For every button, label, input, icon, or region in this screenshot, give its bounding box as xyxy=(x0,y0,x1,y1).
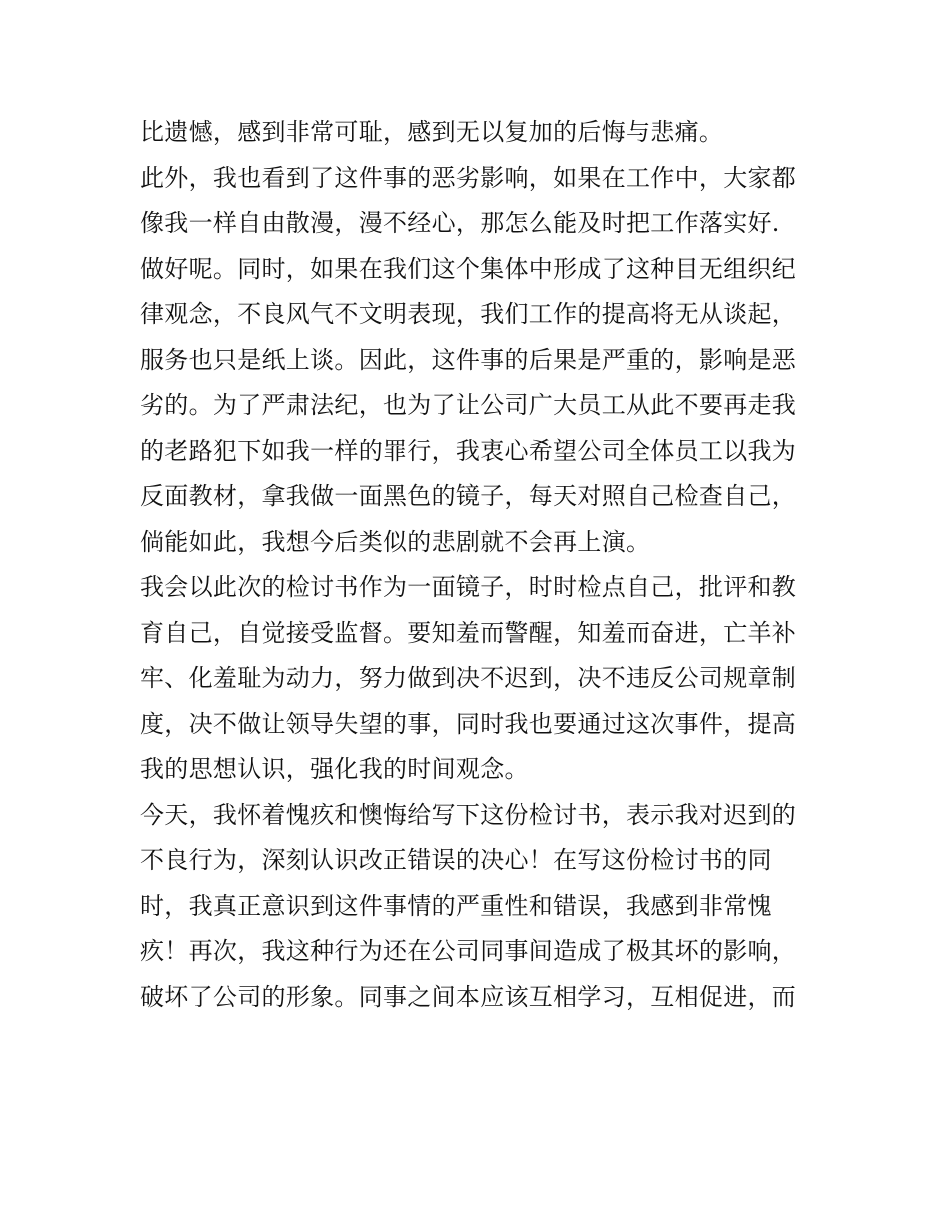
text-line: 时，我真正意识到这件事情的严重性和错误，我感到非常愧 xyxy=(140,891,772,920)
text-line: 今天，我怀着愧疚和懊悔给写下这份检讨书，表示我对迟到的 xyxy=(140,800,797,829)
text-line: 育自己，自觉接受监督。要知羞而警醒，知羞而奋进，亡羊补 xyxy=(140,618,797,647)
text-line: 比遗憾，感到非常可耻，感到无以复加的后悔与悲痛。 xyxy=(140,118,724,146)
text-line: 的老路犯下如我一样的罪行，我衷心希望公司全体员工以我为 xyxy=(140,436,797,465)
text-line: 劣的。为了严肃法纪，也为了让公司广大员工从此不要再走我 xyxy=(140,391,797,419)
text-line: 度，决不做让领导失望的事，同时我也要通过这次事件，提高 xyxy=(140,709,797,738)
text-line: 反面教材，拿我做一面黑色的镜子，每天对照自己检查自己， xyxy=(140,482,797,510)
text-line: 律观念，不良风气不文明表现，我们工作的提高将无从谈起， xyxy=(140,300,797,328)
text-line: 我的思想认识，强化我的时间观念。 xyxy=(140,755,529,783)
text-line: 此外，我也看到了这件事的恶劣影响，如果在工作中，大家都 xyxy=(140,163,797,192)
text-line: 像我一样自由散漫，漫不经心，那怎么能及时把工作落实好. xyxy=(140,209,780,237)
text-line: 破坏了公司的形象。同事之间本应该互相学习，互相促进，而 xyxy=(140,982,797,1011)
document-body xyxy=(140,110,820,1020)
text-line: 牢、化羞耻为动力，努力做到决不迟到，决不违反公司规章制 xyxy=(140,664,797,692)
text-line: 倘能如此，我想今后类似的悲剧就不会再上演。 xyxy=(140,527,651,556)
text-line: 我会以此次的检讨书作为一面镜子，时时检点自己，批评和教 xyxy=(140,573,797,601)
text-line: 服务也只是纸上谈。因此，这件事的后果是严重的，影响是恶 xyxy=(140,345,797,374)
text-line: 做好呢。同时，如果在我们这个集体中形成了这种目无组织纪 xyxy=(140,254,797,283)
text-line: 不良行为，深刻认识改正错误的决心！在写这份检讨书的同 xyxy=(140,846,772,874)
text-line: 疚！再次，我这种行为还在公司同事间造成了极其坏的影响， xyxy=(140,937,797,965)
